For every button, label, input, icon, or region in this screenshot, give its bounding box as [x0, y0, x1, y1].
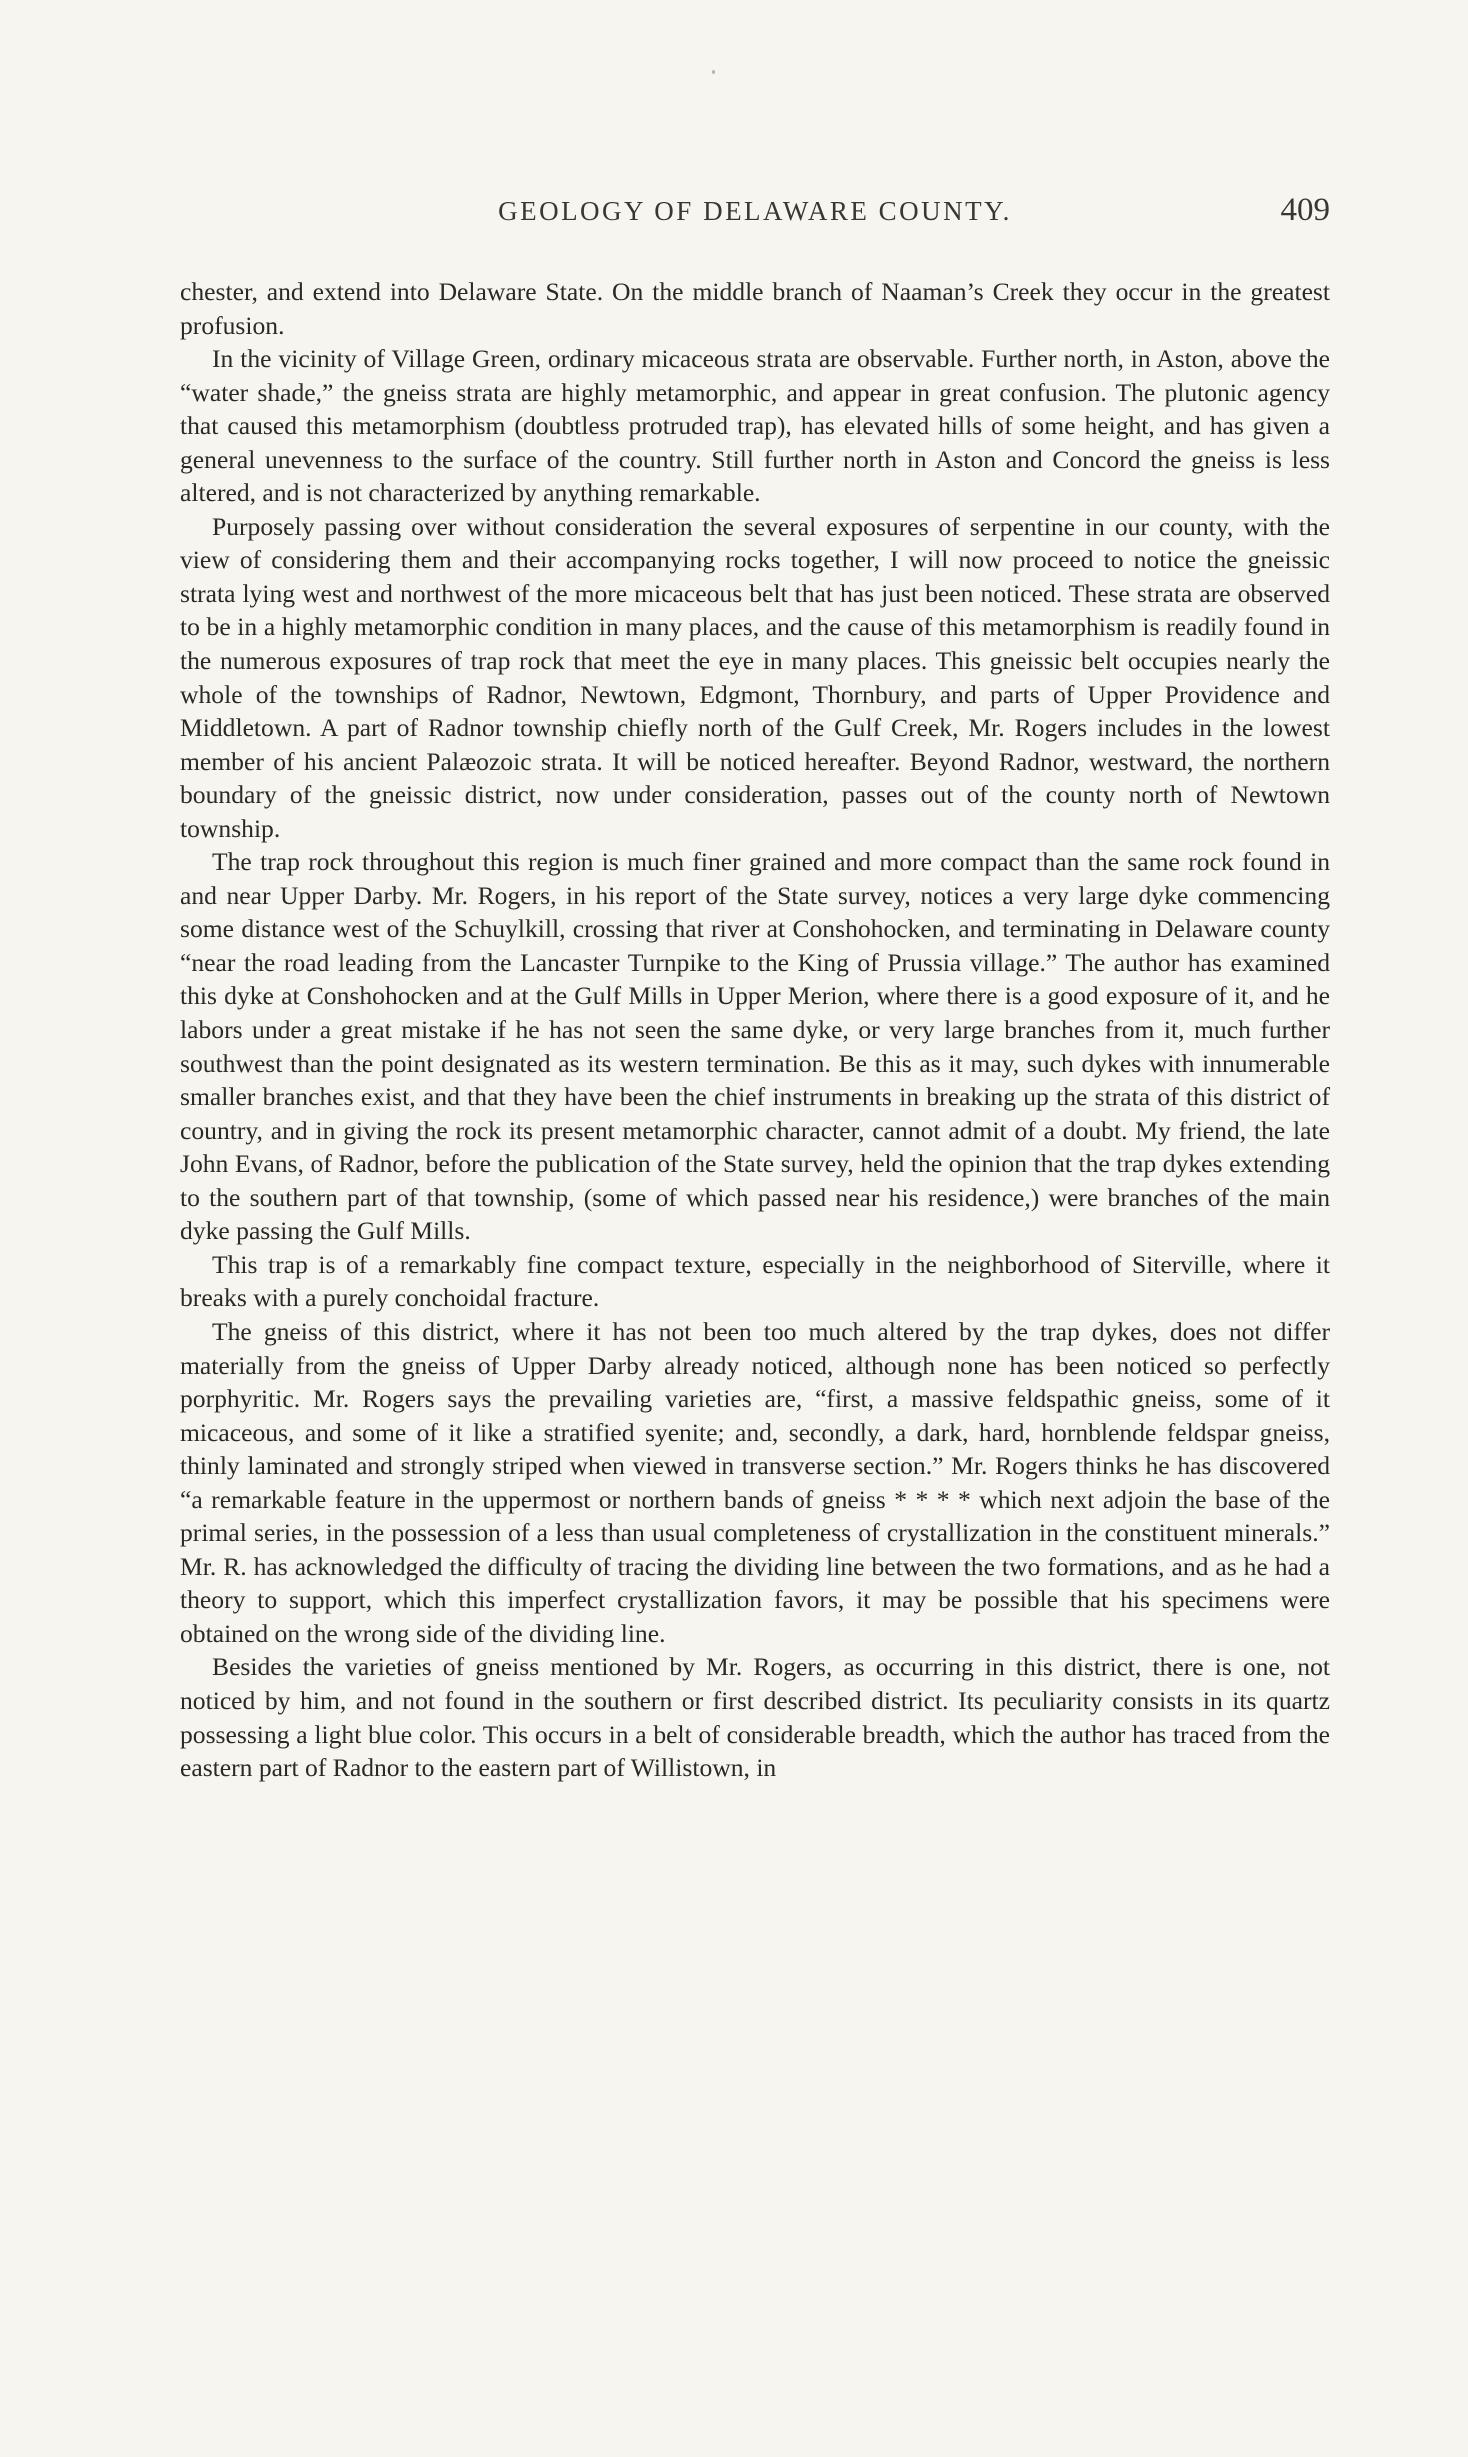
paragraph-3: Purposely passing over without consideration the several exposures of serpentine in our county, with the view of considering them and their accompanying rocks together, I will now proceed to notice the gneissic strata lying west and northwest of the more micaceous belt that has just been noticed. These strata are observed to be in a highly metamorphic condition in many places, and the cause of this metamorphism is readily found in the numerous exposures of trap rock that meet the eye in many places. This gneissic belt occupies nearly the whole of the townships of Radnor, Newtown, Edgmont, Thornbury, and parts of Upper Providence and Middletown. A part of Radnor township chiefly north of the Gulf Creek, Mr. Rogers includes in the lowest member of his ancient Palæozoic strata. It will be noticed hereafter. Beyond Radnor, westward, the northern boundary of the gneissic district, now under consideration, passes out of the county north of Newtown township. — [180, 511, 1330, 843]
paragraph-5: This trap is of a remarkably fine compact texture, especially in the neighborhood of Siterville, where it breaks with a purely conchoidal fracture. — [180, 1249, 1330, 1313]
body-text — [180, 275, 1330, 1785]
paragraph-6: The gneiss of this district, where it has not been too much altered by the trap dykes, does not differ materially from the gneiss of Upper Darby already noticed, although none has been noticed so perfectly porphyritic. Mr. Rogers says the prevailing varieties are, “first, a massive feldspathic gneiss, some of it micaceous, and some of it like a stratified syenite; and, secondly, a dark, hard, hornblende feldspar gneiss, thinly laminated and strongly striped when viewed in transverse section.” Mr. Rogers thinks he has discovered “a remarkable feature in the uppermost or northern bands of gneiss * * * * which next adjoin the base of the primal series, in the possession of a less than usual completeness of crystallization in the constituent minerals.” Mr. R. has acknowledged the difficulty of tracing the dividing line between the two formations, and as he had a theory to support, which this imperfect crystallization favors, it may be possible that his specimens were obtained on the wrong side of the dividing line. — [180, 1316, 1330, 1648]
running-title: GEOLOGY OF DELAWARE COUNTY. — [498, 196, 1012, 226]
running-head — [180, 192, 1330, 242]
paragraph-2: In the vicinity of Village Green, ordinary micaceous strata are observable. Further north, in Aston, above the “water shade,” the gneiss strata are highly metamorphic, and appear in great confusion. The plutonic agency that caused this metamorphism (doubtless protruded trap), has elevated hills of some height, and has given a general unevenness to the surface of the country. Still further north in Aston and Concord the gneiss is less altered, and is not characterized by anything remarkable. — [180, 344, 1330, 508]
paper-speck — [712, 70, 715, 74]
paragraph-1: chester, and extend into Delaware State. On the middle branch of Naaman’s Creek they occur in the greatest profusion. — [180, 277, 1330, 340]
paragraph-7: Besides the varieties of gneiss mentioned by Mr. Rogers, as occurring in this district, there is one, not noticed by him, and not found in the southern or first described district. Its peculiarity consists in its quartz possessing a light blue color. This occurs in a belt of considerable breadth, which the author has traced from the eastern part of Radnor to the eastern part of Willistown, in — [180, 1652, 1330, 1783]
paragraph-4: The trap rock throughout this region is much finer grained and more compact than the same rock found in and near Upper Darby. Mr. Rogers, in his report of the State survey, notices a very large dyke commencing some distance west of the Schuylkill, crossing that river at Conshohocken, and terminating in Delaware county “near the road leading from the Lancaster Turnpike to the King of Prussia village.” The author has examined this dyke at Conshohocken and at the Gulf Mills in Upper Merion, where there is a good exposure of it, and he labors under a great mistake if he has not seen the same dyke, or very large branches from it, much further southwest than the point designated as its western termination. Be this as it may, such dykes with innumerable smaller branches exist, and that they have been the chief instruments in breaking up the strata of this district of country, and in giving the rock its present metamorphic character, cannot admit of a doubt. My friend, the late John Evans, of Radnor, before the publication of the State survey, held the opinion that the trap dykes extending to the southern part of that township, (some of which passed near his residence,) were branches of the main dyke passing the Gulf Mills. — [180, 847, 1330, 1246]
page-number: 409 — [1280, 192, 1330, 228]
